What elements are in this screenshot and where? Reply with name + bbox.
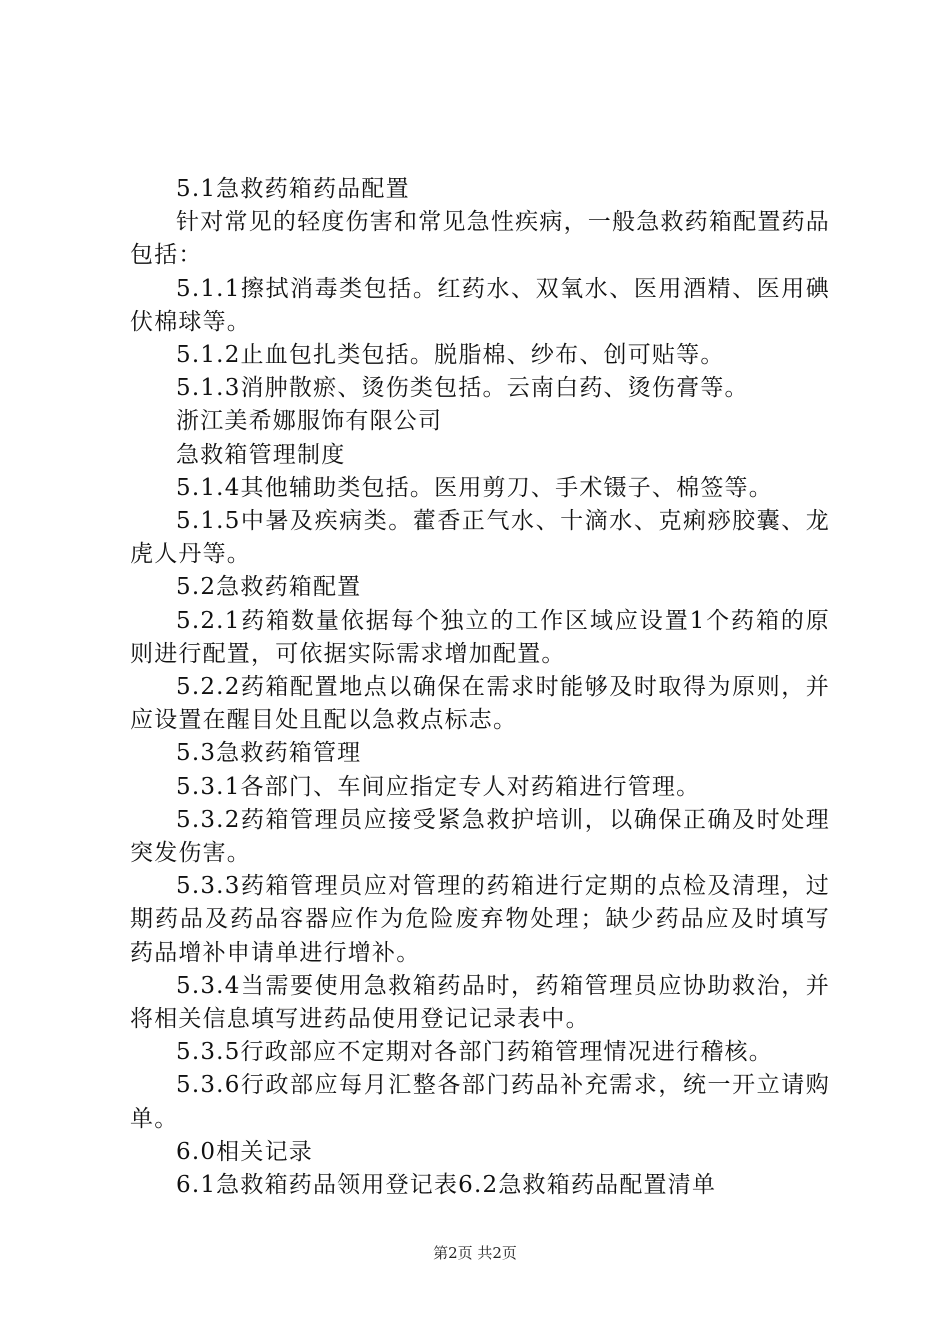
section-heading: 5.1急救药箱药品配置	[176, 176, 410, 202]
paragraph: 5.1.2止血包扎类包括。脱脂棉、纱布、创可贴等。	[176, 342, 725, 369]
section-heading: 5.3急救药箱管理	[176, 740, 362, 767]
paragraph: 5.3.4当需要使用急救箱药品时，药箱管理员应协助救治，并将相关信息填写进药品使用登记记录表中。	[130, 972, 830, 1033]
paragraph: 5.1.4其他辅助类包括。医用剪刀、手术镊子、棉签等。	[176, 474, 773, 501]
paragraph: 针对常见的轻度伤害和常见急性疾病，一般急救药箱配置药品包括：	[130, 209, 830, 269]
section-heading: 6.0相关记录	[176, 1138, 313, 1165]
paragraph: 5.3.5行政部应不定期对各部门药箱管理情况进行稽核。	[176, 1039, 773, 1066]
paragraph: 5.1.5中暑及疾病类。藿香正气水、十滴水、克痢痧胶囊、龙虎人丹等。	[130, 508, 830, 568]
section-heading: 5.2急救药箱配置	[176, 574, 362, 601]
paragraph: 6.1急救箱药品领用登记表6.2急救箱药品配置清单	[176, 1172, 717, 1199]
paragraph: 5.3.3药箱管理员应对管理的药箱进行定期的点检及清理，过期药品及药品容器应作为危险废弃物处理；缺少药品应及时填写药品增补申请单进行增补。	[130, 873, 830, 966]
page-number-footer: 第2页 共2页	[433, 1244, 517, 1262]
paragraph: 5.1.1擦拭消毒类包括。红药水、双氧水、医用酒精、医用碘伏棉球等。	[130, 275, 830, 335]
paragraph: 5.1.3消肿散瘀、烫伤类包括。云南白药、烫伤膏等。	[176, 375, 749, 402]
paragraph: 5.3.2药箱管理员应接受紧急救护培训，以确保正确及时处理突发伤害。	[130, 806, 830, 867]
paragraph: 5.3.6行政部应每月汇整各部门药品补充需求，统一开立请购单。	[130, 1072, 830, 1132]
paragraph: 5.3.1各部门、车间应指定专人对药箱进行管理。	[176, 773, 701, 800]
document-title: 急救箱管理制度	[176, 441, 346, 468]
company-name: 浙江美希娜服饰有限公司	[176, 408, 443, 435]
document-body	[130, 173, 830, 1202]
paragraph: 5.2.2药箱配置地点以确保在需求时能够及时取得为原则，并应设置在醒目处且配以急救点标志。	[130, 674, 830, 734]
paragraph: 5.2.1药箱数量依据每个独立的工作区域应设置1个药箱的原则进行配置，可依据实际需求增加配置。	[130, 607, 830, 667]
